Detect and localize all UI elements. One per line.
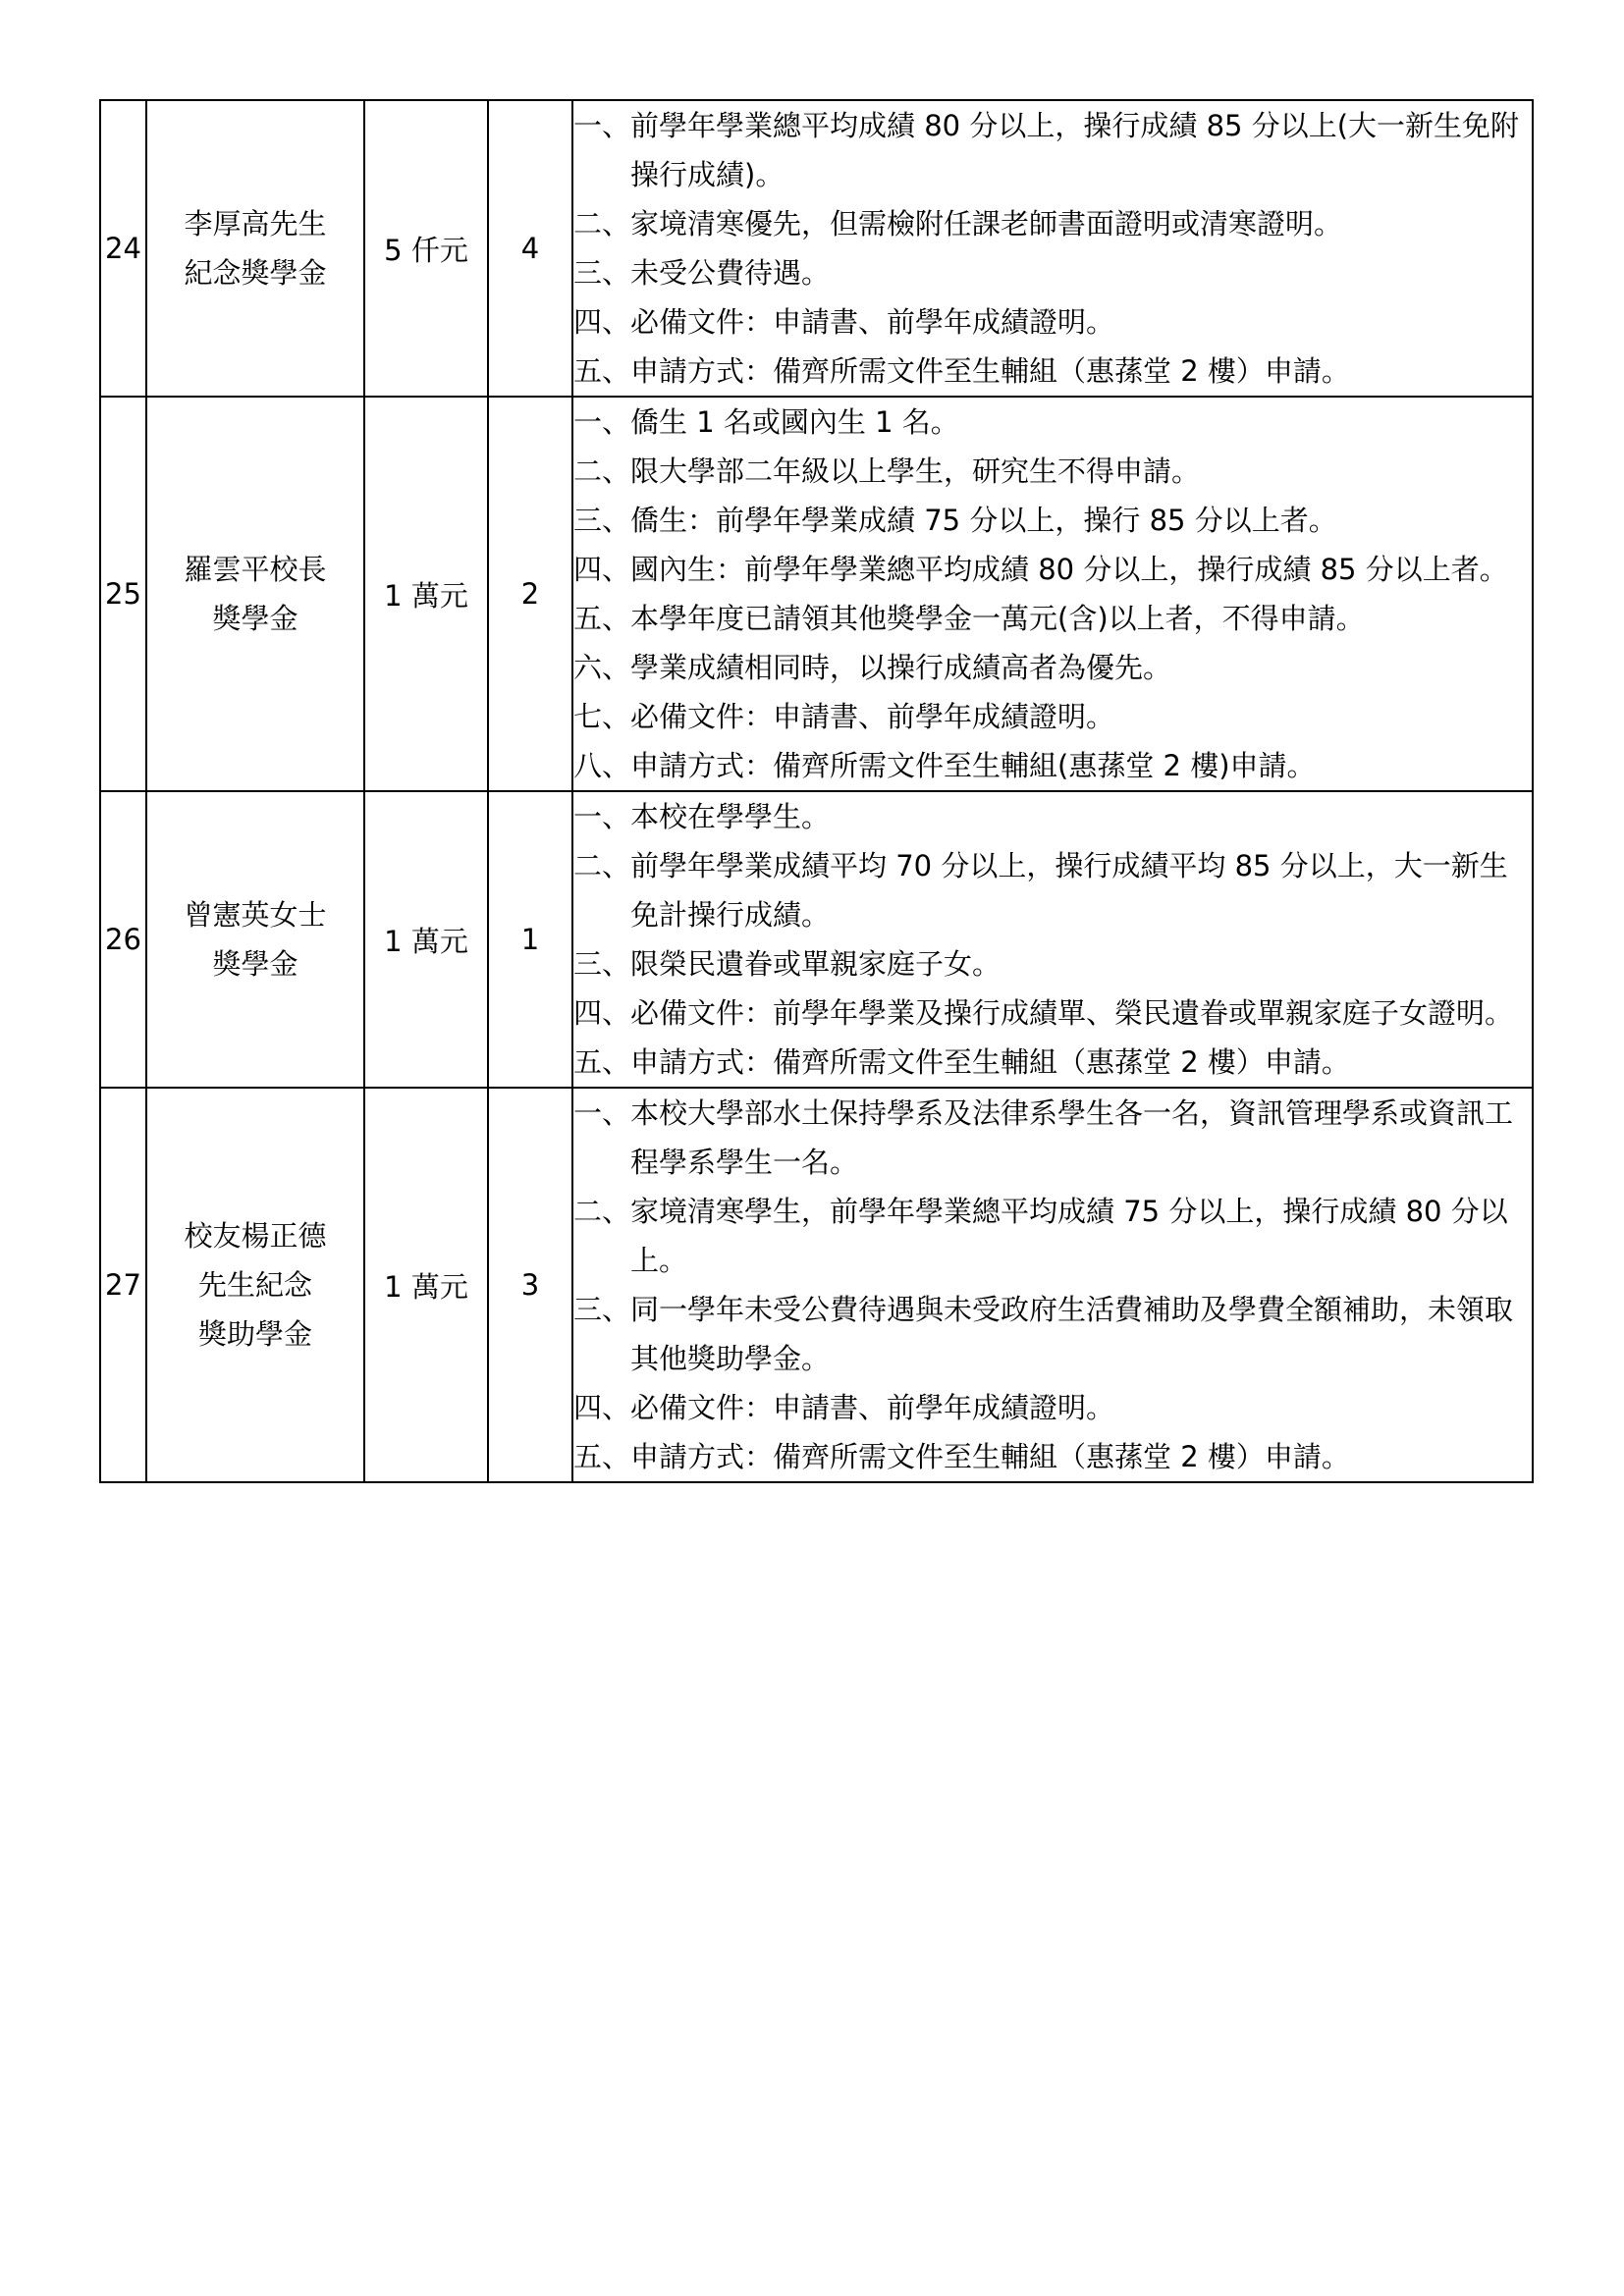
scholarship-name-line: 李厚高先生 [184, 207, 327, 240]
scholarship-name [146, 1088, 364, 1482]
scholarship-name [146, 100, 364, 397]
requirement-item [573, 1383, 1532, 1432]
requirement-item [573, 347, 1532, 396]
requirement-text: 申請方式：備齊所需文件至生輔組（惠蓀堂 2 樓）申請。 [630, 1440, 1350, 1473]
requirement-number: 二、 [573, 207, 631, 240]
requirement-number: 五、 [573, 1440, 631, 1473]
requirement-number: 一、 [573, 1096, 631, 1130]
requirement-text: 未受公費待遇。 [630, 256, 831, 290]
row-number: 26 [100, 791, 146, 1088]
requirement-item [573, 792, 1532, 841]
requirement-item [573, 741, 1532, 790]
table-row [100, 100, 1533, 397]
requirement-text: 本校在學學生。 [630, 800, 831, 833]
requirement-number: 四、 [573, 996, 631, 1030]
scholarship-count: 1 [488, 791, 572, 1088]
requirement-number: 五、 [573, 602, 631, 635]
requirements-cell [572, 1088, 1533, 1482]
requirement-item [573, 841, 1532, 939]
table-row [100, 397, 1533, 791]
requirement-text: 必備文件：前學年學業及操行成績單、榮民遺眷或單親家庭子女證明。 [630, 996, 1514, 1030]
row-number: 27 [100, 1088, 146, 1482]
scholarship-name-line: 獎助學金 [197, 1317, 312, 1351]
scholarship-count: 3 [488, 1088, 572, 1482]
requirement-item [573, 1432, 1532, 1481]
requirement-text: 申請方式：備齊所需文件至生輔組（惠蓀堂 2 樓）申請。 [630, 1045, 1350, 1079]
scholarship-name-line: 先生紀念 [197, 1268, 312, 1302]
scholarship-table-body [100, 100, 1533, 1482]
requirement-number: 五、 [573, 1045, 631, 1079]
scholarship-name [146, 791, 364, 1088]
requirement-number: 五、 [573, 354, 631, 388]
requirement-text: 限大學部二年級以上學生，研究生不得申請。 [630, 454, 1201, 488]
requirement-text: 學業成績相同時，以操行成績高者為優先。 [630, 651, 1172, 684]
scholarship-name-line: 校友楊正德 [184, 1219, 327, 1253]
row-number: 24 [100, 100, 146, 397]
requirement-text: 前學年學業成績平均 70 分以上，操行成績平均 85 分以上，大一新生免計操行成績。 [630, 849, 1508, 932]
scholarship-amount: 1 萬元 [364, 397, 488, 791]
scholarship-name-line: 羅雲平校長 [184, 553, 327, 586]
requirement-text: 必備文件：申請書、前學年成績證明。 [630, 1391, 1115, 1424]
requirement-text: 同一學年未受公費待遇與未受政府生活費補助及學費全額補助，未領取其他獎助學金。 [630, 1293, 1514, 1375]
scholarship-count: 4 [488, 100, 572, 397]
requirement-number: 二、 [573, 454, 631, 488]
requirement-number: 一、 [573, 800, 631, 833]
scholarship-name [146, 397, 364, 791]
requirement-item [573, 1187, 1532, 1285]
requirement-item [573, 447, 1532, 496]
scholarship-table [99, 99, 1534, 1483]
requirement-item [573, 1089, 1532, 1187]
requirement-item [573, 1038, 1532, 1087]
requirements-cell [572, 791, 1533, 1088]
requirement-number: 二、 [573, 1195, 631, 1228]
requirement-item [573, 199, 1532, 248]
requirement-text: 限榮民遺眷或單親家庭子女。 [630, 947, 1001, 981]
requirement-number: 四、 [573, 305, 631, 339]
requirement-item [573, 101, 1532, 199]
requirement-number: 四、 [573, 1391, 631, 1424]
requirement-item [573, 496, 1532, 545]
requirement-text: 本學年度已請領其他獎學金一萬元(含)以上者，不得申請。 [630, 602, 1365, 635]
requirement-number: 八、 [573, 749, 631, 782]
requirement-item [573, 545, 1532, 594]
requirement-text: 本校大學部水土保持學系及法律系學生各一名，資訊管理學系或資訊工程學系學生一名。 [630, 1096, 1514, 1179]
requirement-text: 必備文件：申請書、前學年成績證明。 [630, 305, 1115, 339]
scholarship-name-line: 獎學金 [212, 602, 298, 635]
requirement-number: 三、 [573, 1293, 631, 1326]
requirement-text: 前學年學業總平均成績 80 分以上，操行成績 85 分以上(大一新生免附操行成績)。 [630, 109, 1520, 191]
scholarship-amount: 5 仟元 [364, 100, 488, 397]
requirement-number: 三、 [573, 504, 631, 537]
table-row [100, 791, 1533, 1088]
requirement-item [573, 643, 1532, 692]
table-row [100, 1088, 1533, 1482]
requirement-number: 一、 [573, 405, 631, 439]
requirement-number: 三、 [573, 256, 631, 290]
requirement-item [573, 1285, 1532, 1383]
requirement-number: 三、 [573, 947, 631, 981]
requirement-item [573, 248, 1532, 297]
requirement-number: 四、 [573, 553, 631, 586]
requirement-item [573, 692, 1532, 741]
requirement-text: 必備文件：申請書、前學年成績證明。 [630, 700, 1115, 733]
row-number: 25 [100, 397, 146, 791]
requirement-text: 家境清寒優先，但需檢附任課老師書面證明或清寒證明。 [630, 207, 1343, 240]
requirement-item [573, 939, 1532, 988]
scholarship-name-line: 獎學金 [212, 947, 298, 981]
requirement-item [573, 398, 1532, 447]
requirement-number: 二、 [573, 849, 631, 882]
scholarship-amount: 1 萬元 [364, 791, 488, 1088]
requirement-number: 六、 [573, 651, 631, 684]
requirement-text: 國內生：前學年學業總平均成績 80 分以上，操行成績 85 分以上者。 [630, 553, 1508, 586]
requirement-text: 申請方式：備齊所需文件至生輔組(惠蓀堂 2 樓)申請。 [630, 749, 1316, 782]
scholarship-name-line: 紀念獎學金 [184, 256, 327, 290]
requirement-item [573, 297, 1532, 347]
requirements-cell [572, 397, 1533, 791]
scholarship-amount: 1 萬元 [364, 1088, 488, 1482]
requirement-item [573, 594, 1532, 643]
requirement-number: 一、 [573, 109, 631, 142]
requirement-text: 僑生：前學年學業成績 75 分以上，操行 85 分以上者。 [630, 504, 1337, 537]
scholarship-count: 2 [488, 397, 572, 791]
requirements-cell [572, 100, 1533, 397]
requirement-item [573, 988, 1532, 1038]
requirement-text: 僑生 1 名或國內生 1 名。 [630, 405, 959, 439]
requirement-text: 家境清寒學生，前學年學業總平均成績 75 分以上，操行成績 80 分以上。 [630, 1195, 1508, 1277]
requirement-text: 申請方式：備齊所需文件至生輔組（惠蓀堂 2 樓）申請。 [630, 354, 1350, 388]
requirement-number: 七、 [573, 700, 631, 733]
scholarship-name-line: 曾憲英女士 [184, 898, 327, 932]
